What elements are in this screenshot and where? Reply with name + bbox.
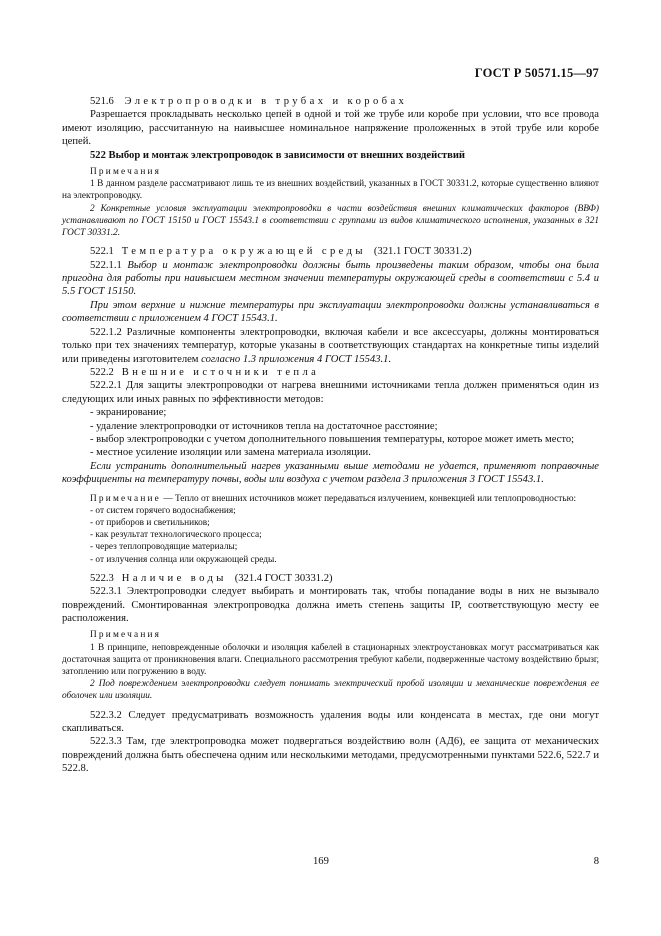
paragraph-number: 522.1.1 — [90, 259, 122, 271]
note-list-item: - от излучения солнца или окружающей среды. — [90, 554, 277, 565]
list-item: - выбор электропроводки с учетом дополнительного повышения температуры, которое может иметь место; — [90, 433, 575, 445]
note-list-item: - через теплопроводящие материалы; — [90, 542, 238, 553]
note-heat — [62, 493, 599, 505]
section-521-6-text: Разрешается прокладывать несколько цепей в одной и той же трубе или коробе при условии, что все провода имеют изоляцию, рассчитанную на наивысшее номинальное напряжение проложенных в этой трубе или коробе цепей. — [62, 109, 599, 148]
section-reference: (321.1 ГОСТ 30331.2) — [373, 246, 472, 258]
paragraph-reference: согласно 1.3 приложения 4 ГОСТ 15543.1. — [201, 353, 392, 365]
page-content — [62, 95, 599, 776]
paragraph-522-1-1 — [62, 259, 599, 299]
section-521-6-heading — [62, 95, 599, 108]
note-1: 1 В данном разделе рассматривают лишь те из внешних воздействий, указанных в ГОСТ 30331.2, которые существенно влияют на электропроводку. — [62, 179, 599, 202]
notes-title: Примечания — [90, 167, 162, 178]
section-title: Наличие воды — [121, 572, 227, 584]
section-522-heading: 522 Выбор и монтаж электропроводок в зависимости от внешних воздействий — [90, 149, 466, 161]
paragraph-522-3-3: 522.3.3 Там, где электропроводка может подвергаться воздействию волн (АД6), ее защита от механических повреждений должна быть обеспечена одним или несколькими методами, предусмотренными пунктами 522.6, 522.7 и 522.8. — [62, 736, 599, 775]
section-number: 522.3 — [90, 572, 114, 584]
paragraph-522-3-1: 522.3.1 Электропроводки следует выбирать и монтировать так, чтобы попадание воды в них не вызывало повреждений. Смонтированная электропроводка должна иметь степень защиты IP, соответствующую месту ее расположения. — [62, 586, 599, 624]
list-item: - экранирование; — [90, 407, 167, 419]
section-522-1-heading — [62, 245, 599, 258]
paragraph-522-1-1-extra: При этом верхние и нижние температуры при эксплуатации электропроводки должны устанавливаться в соответствии с приложением 4 ГОСТ 15543.1. — [62, 299, 599, 325]
section-number: 521.6 — [90, 96, 114, 107]
section-522-2-heading — [62, 366, 599, 379]
footer-center-number: 169 — [313, 856, 329, 867]
document-code: ГОСТ Р 50571.15—97 — [474, 66, 599, 80]
italic-remark: Если устранить дополнительный нагрев указанными выше методами не удается, применяют поправочные коэффициенты на температуру почвы, воды или воздуха с учетом раздела 3 приложения 3 ГОСТ 15543.1. — [62, 460, 599, 486]
note-list-item: - от систем горячего водоснабжения; — [90, 505, 236, 516]
page-number: 8 — [593, 856, 599, 867]
section-number: 522.1 — [90, 246, 114, 258]
list-item: - местное усиление изоляции или замена материала изоляции. — [90, 447, 371, 459]
note-1: 1 В принципе, неповрежденные оболочки и изоляция кабелей в стационарных электроустановках могут рассматриваться как достаточная защита от проникновения влаги. Специального рассмотрения требуют кабели, подверженные частому воздействию брызг, затоплению или погружению в воду. — [62, 642, 599, 678]
section-reference: (321.4 ГОСТ 30331.2) — [234, 572, 333, 584]
notes-title: Примечания — [90, 630, 162, 641]
note-text: — Тепло от внешних источников может передаваться излучением, конвекцией или теплопроводностью: — [161, 493, 577, 504]
note-label: Примечание — [90, 493, 161, 504]
paragraph-522-3-2: 522.3.2 Следует предусматривать возможность удаления воды или конденсата в местах, где они могут скапливаться. — [62, 709, 599, 735]
section-number: 522.2 — [90, 366, 114, 378]
paragraph-522-1-2 — [62, 326, 599, 366]
note-2: 2 Конкретные условия эксплуатации электропроводки в части воздействия внешних климатических факторов (ВВФ) устанавливают по ГОСТ 15150 и ГОСТ 15543.1 в соответствии с группами из видов климатического исполнения, указанных в 321 ГОСТ 30331.2. — [62, 203, 599, 239]
section-title: Внешние источники тепла — [121, 366, 320, 378]
section-title: Температура окружающей среды — [121, 246, 366, 258]
paragraph-text: 522.1.2 Различные компоненты электропроводки, включая кабели и все аксессуары, должны монтироваться только при тех значениях температур, которые указаны в соответствующих стандартах на конкретные типы изделий или приведены изготовителем — [62, 326, 599, 365]
note-2: 2 Под повреждением электропроводки следует понимать электрический пробой изоляции и механические повреждения ее оболочек или изоляции. — [62, 679, 599, 702]
section-522-3-heading — [62, 572, 599, 585]
list-item: - удаление электропроводки от источников тепла на достаточное расстояние; — [90, 420, 438, 432]
note-list-item: - от приборов и светильников; — [90, 517, 210, 528]
section-title: Электропроводки в трубах и коробах — [124, 96, 408, 107]
paragraph-text: Выбор и монтаж электропроводки должны быть произведены таким образом, чтобы она была пригодна для работы при наивысшем местном значении температуры окружающей среды в соответствии с 5.4 и 5.5 ГОСТ 15150. — [62, 259, 599, 298]
paragraph-522-2-1: 522.2.1 Для защиты электропроводки от нагрева внешними источниками тепла должен применяться один из следующих или иных равных по эффективности методов: — [62, 380, 599, 405]
note-list-item: - как результат технологического процесса; — [90, 530, 262, 541]
